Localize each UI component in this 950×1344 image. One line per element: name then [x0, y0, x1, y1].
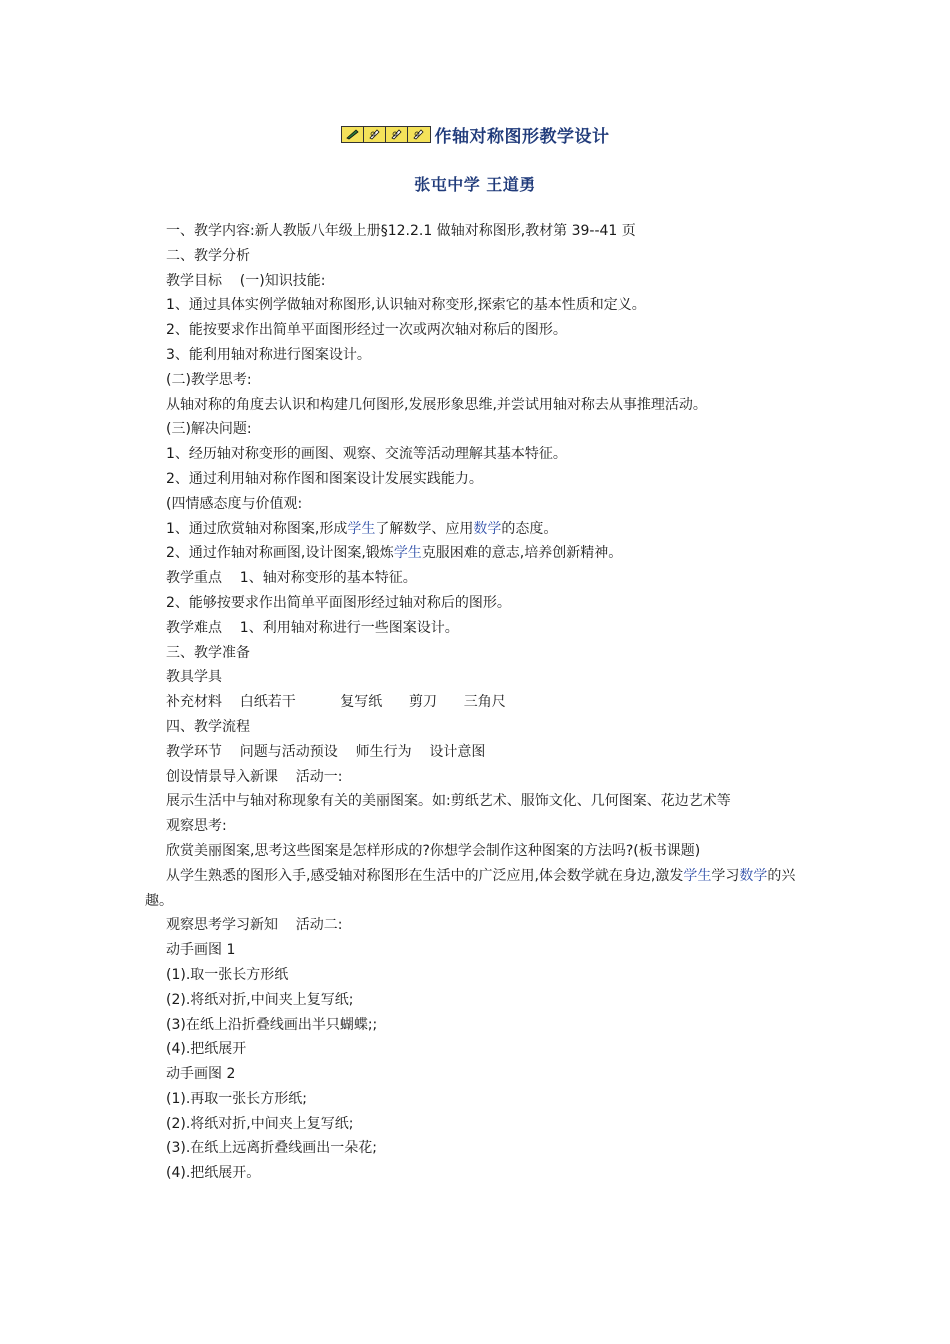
paragraph: [145, 864, 813, 914]
paragraph: 观察思考学习新知 活动二:: [166, 917, 343, 934]
keyword-link[interactable]: 学生: [393, 545, 422, 562]
paragraph: 教具学具: [166, 669, 222, 686]
paragraph: 教学难点 1、利用轴对称进行一些图案设计。: [166, 619, 459, 636]
text-run: 1、通过欣赏轴对称图案,形成: [166, 520, 348, 537]
list-item: (3)在纸上沿折叠线画出半只蝴蝶;;: [166, 1016, 378, 1033]
pencil-icon: [342, 127, 364, 142]
list-item: (4).把纸展开。: [166, 1165, 261, 1182]
keyword-link[interactable]: 学生: [347, 520, 376, 537]
document-body: [145, 219, 813, 1186]
paragraph: (三)解决问题:: [166, 421, 252, 438]
paragraph: 从轴对称的角度去认识和构建几何图形,发展形象思维,并尝试用轴对称去从事推理活动。: [166, 396, 707, 413]
list-item: 3、能利用轴对称进行图案设计。: [166, 346, 371, 363]
paragraph: 创设情景导入新课 活动一:: [166, 768, 343, 785]
paragraph: (二)教学思考:: [166, 371, 252, 388]
paragraph: 动手画图 2: [166, 1066, 236, 1083]
section-heading: 二、教学分析: [166, 247, 250, 264]
list-item: (4).把纸展开: [166, 1041, 247, 1058]
text-run: 了解数学、应用: [375, 520, 474, 537]
paragraph: 教学目标 (一)知识技能:: [166, 272, 326, 289]
title-row: [0, 122, 950, 147]
paragraph: 欣赏美丽图案,思考这些图案是怎样形成的?你想学会制作这种图案的方法吗?(板书课题): [166, 842, 701, 859]
list-item: (2).将纸对折,中间夹上复写纸;: [166, 991, 354, 1008]
list-item: 1、经历轴对称变形的画图、观察、交流等活动理解其基本特征。: [166, 446, 567, 463]
paragraph: 一、教学内容:新人教版八年级上册§12.2.1 做轴对称图形,教材第 39--41 页: [166, 223, 636, 239]
text-run: 2、通过作轴对称画图,设计图案,锻炼: [166, 545, 394, 562]
list-item: (1).再取一张长方形纸;: [166, 1090, 307, 1107]
pencil-icon: [408, 127, 430, 142]
icon-strip: [341, 126, 431, 143]
list-item: (3).在纸上远离折叠线画出一朵花;: [166, 1140, 377, 1157]
section-heading: 四、教学流程: [166, 718, 250, 735]
title-text: 作轴对称图形教学设计: [434, 127, 610, 147]
text-run: 学习: [711, 867, 740, 884]
paragraph: 教学重点 1、轴对称变形的基本特征。: [166, 570, 417, 587]
text-run: 的兴趣。: [145, 867, 796, 909]
subtitle-row: [0, 172, 950, 195]
paragraph: 展示生活中与轴对称现象有关的美丽图案。如:剪纸艺术、服饰文化、几何图案、花边艺术等: [166, 793, 731, 810]
section-heading: 三、教学准备: [166, 644, 250, 661]
list-item: 2、能够按要求作出简单平面图形经过轴对称后的图形。: [166, 594, 511, 611]
list-item: (1).取一张长方形纸: [166, 966, 289, 983]
list-item: [145, 541, 813, 566]
paragraph: 动手画图 1: [166, 942, 236, 959]
text-run: 从学生熟悉的图形入手,感受轴对称图形在生活中的广泛应用,体会数学就在身边,激发: [166, 867, 684, 884]
keyword-link[interactable]: 数学: [739, 867, 768, 884]
paragraph: (四情感态度与价值观:: [166, 495, 303, 512]
pencil-icon: [364, 127, 386, 142]
author-line: 张屯中学 王道勇: [414, 175, 536, 194]
keyword-link[interactable]: 学生: [683, 867, 712, 884]
document-title: [341, 122, 610, 147]
list-item: 2、通过利用轴对称作图和图案设计发展实践能力。: [166, 470, 483, 487]
list-item: (2).将纸对折,中间夹上复写纸;: [166, 1115, 354, 1132]
keyword-link[interactable]: 数学: [473, 520, 502, 537]
list-item: 1、通过具体实例学做轴对称图形,认识轴对称变形,探索它的基本性质和定义。: [166, 297, 646, 314]
text-run: 克服困难的意志,培养创新精神。: [421, 545, 623, 562]
list-item: 2、能按要求作出简单平面图形经过一次或两次轴对称后的图形。: [166, 322, 567, 339]
paragraph: 教学环节 问题与活动预设 师生行为 设计意图: [166, 743, 486, 760]
paragraph: 观察思考:: [166, 818, 227, 835]
paragraph: 补充材料 白纸若干 复写纸 剪刀 三角尺: [166, 694, 506, 711]
list-item: [145, 517, 813, 542]
pencil-icon: [386, 127, 408, 142]
text-run: 的态度。: [501, 520, 558, 537]
